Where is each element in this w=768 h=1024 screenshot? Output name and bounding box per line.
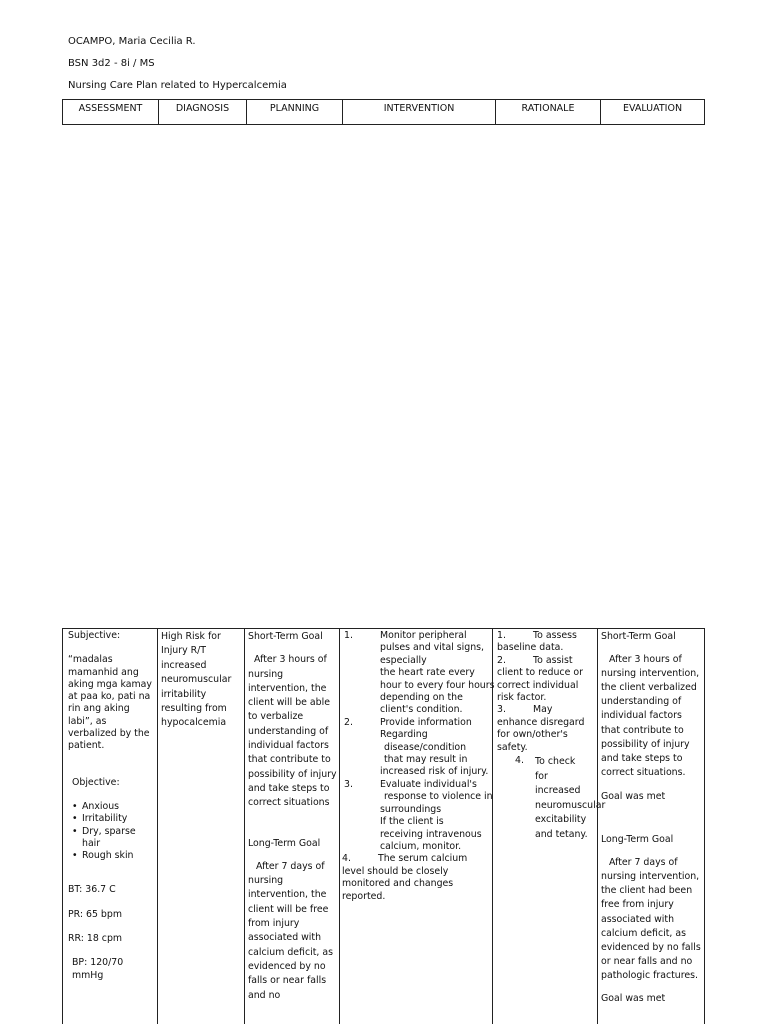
intervention-line: increased risk of injury. (380, 766, 489, 778)
eval-short-term-label: Short-Term Goal (601, 631, 676, 642)
rationale-item: 1. To assess (497, 630, 577, 641)
list-item: • Rough skin (72, 850, 134, 862)
diagnosis-text: High Risk for Injury R/T increased neuromuscular irritability resulting from hypocalcemia (161, 631, 232, 729)
objective-label: Objective: (72, 776, 120, 788)
intervention-line: surroundings (380, 803, 442, 815)
intervention-item: 1. Monitor peripheral (344, 630, 467, 641)
column-divider (339, 628, 340, 1024)
short-term-goal: After 3 hours of nursing intervention, the client will be able to verbalize understanding of individual factors that contribute to possibility of injury and take steps to correct situations (248, 654, 337, 809)
rationale-line: baseline data. (497, 642, 564, 654)
eval-long-term-result: Goal was met (601, 992, 666, 1004)
col-header-intervention: INTERVENTION (343, 100, 496, 125)
header-table (62, 99, 705, 125)
eval-short-term-text: After 3 hours of nursing intervention, the client verbalized understanding of individual factors that contribute to possibility of injury and take steps to correct situations. (601, 654, 700, 778)
col-header-diagnosis: DIAGNOSIS (159, 100, 247, 125)
vital-rr: RR: 18 cpm (68, 933, 123, 945)
intervention-line: level should be closely monitored and changes reported. (342, 865, 454, 902)
objective-list (68, 801, 152, 862)
column-divider (157, 628, 158, 1024)
vital-pr: PR: 65 bpm (68, 908, 122, 920)
intervention-item: 2. Provide information (344, 716, 472, 728)
eval-long-term-label: Long-Term Goal (601, 834, 674, 846)
document-title: Nursing Care Plan related to Hypercalcemia (68, 80, 287, 91)
intervention-item: 4. The serum calcium (342, 853, 468, 865)
eval-short-term-result: Goal was met (601, 790, 666, 802)
intervention-line: calcium, monitor. (380, 840, 462, 852)
list-item: • Dry, sparse hair (72, 825, 136, 849)
col-header-planning: PLANNING (247, 100, 343, 125)
table-right-border (704, 628, 705, 1024)
long-term-label: Long-Term Goal (248, 837, 321, 849)
rationale-item: 3. May (497, 704, 553, 716)
column-divider (244, 628, 245, 1024)
eval-long-term-text: After 7 days of nursing intervention, the client had been free from injury associated with calcium deficit, as evidenced by no falls or near falls and no pathologic fractures. (601, 857, 701, 981)
table-top-border (62, 628, 705, 629)
rationale-cell (497, 630, 606, 842)
intervention-line: If the client is (380, 816, 444, 828)
intervention-cell (344, 630, 496, 903)
intervention-line: especially (380, 654, 427, 666)
rationale-item: 2. To assist (497, 654, 573, 666)
col-header-assessment: ASSESSMENT (63, 100, 159, 125)
rationale-line: client to reduce or correct individual risk factor. (497, 667, 583, 704)
assessment-cell (68, 630, 152, 982)
student-name: OCAMPO, Maria Cecilia R. (68, 36, 196, 47)
intervention-line: pulses and vital signs, (380, 642, 485, 654)
intervention-line: the heart rate every hour to every four hours depending on the client's condition. (380, 667, 495, 716)
evaluation-cell (601, 630, 703, 1006)
section-label: BSN 3d2 - 8i / MS (68, 58, 155, 69)
care-plan-body (62, 628, 705, 1024)
col-header-rationale: RATIONALE (496, 100, 601, 125)
diagnosis-cell (161, 630, 241, 731)
intervention-line: receiving intravenous (380, 828, 482, 840)
column-divider (597, 628, 598, 1024)
subjective-label: Subjective: (68, 630, 121, 641)
rationale-item: 4. To check for increased neuromuscular excitability and tetany. (515, 755, 606, 840)
long-term-goal: After 7 days of nursing intervention, the client will be free from injury associated with calcium deficit, as evidenced by no falls or near falls and no (248, 860, 333, 1001)
intervention-line: Regarding (380, 729, 428, 741)
vital-bp: BP: 120/70 mmHg (72, 957, 124, 981)
rationale-line: enhance disregard for own/other's safety. (497, 716, 585, 753)
intervention-line: that may result in (384, 754, 468, 766)
intervention-item: 3. Evaluate individual's (344, 778, 477, 790)
short-term-label: Short-Term Goal (248, 631, 323, 642)
planning-cell (248, 630, 338, 1003)
subjective-quote: “madalas mamanhid ang aking mga kamay at paa ko, pati na rin ang aking labi”, as verbalized by the patient. (68, 654, 152, 752)
vital-bt: BT: 36.7 C (68, 884, 116, 896)
col-header-evaluation: EVALUATION (601, 100, 705, 125)
list-item: • Irritability (72, 813, 128, 825)
list-item: • Anxious (72, 800, 120, 812)
column-divider (62, 628, 63, 1024)
intervention-line: response to violence in (384, 791, 493, 803)
intervention-line: disease/condition (384, 741, 467, 753)
